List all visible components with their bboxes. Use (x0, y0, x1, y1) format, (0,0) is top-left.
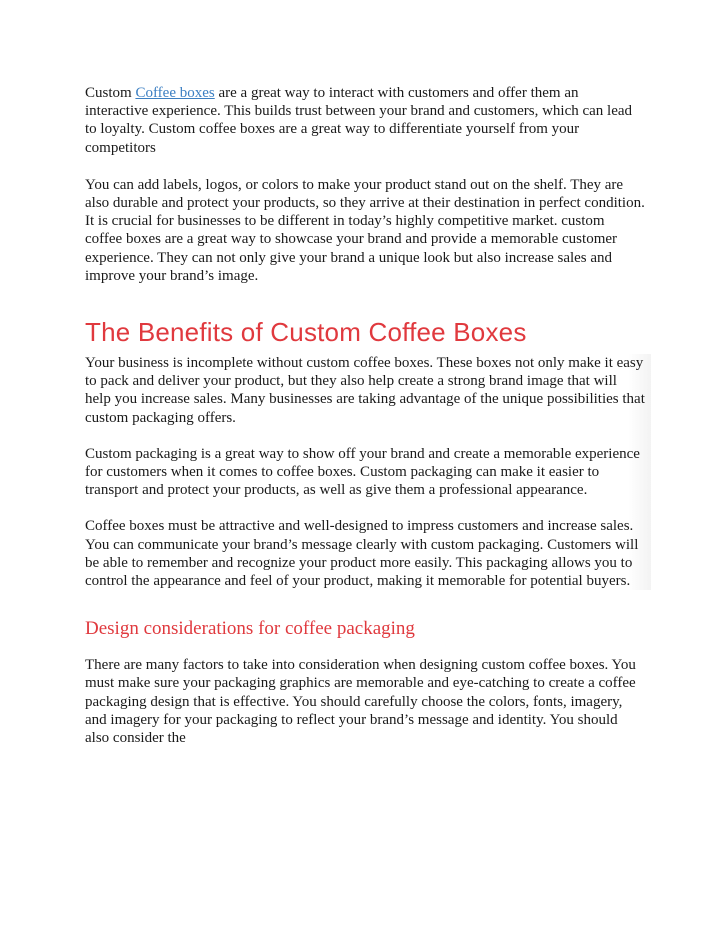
document-page (85, 84, 645, 747)
benefits-paragraph-2: Custom packaging is a great way to show off your brand and create a memorable experience for customers when it comes to coffee boxes. Custom packaging can make it easier to transport and protect your products, as well as give them a professional appearance. (85, 445, 640, 499)
intro-text-after-link: are a great way to interact with customers and offer them an interactive experience. This builds trust between your brand and customers, which can lead to loyalty. Custom coffee boxes are a great way to differentiate yourself from your competitors (85, 85, 633, 156)
coffee-boxes-link[interactable]: Coffee boxes (135, 85, 215, 101)
benefits-heading: The Benefits of Custom Coffee Boxes (85, 317, 527, 348)
benefits-section (85, 354, 651, 590)
design-paragraph-1: There are many factors to take into consideration when designing custom coffee boxes. You must make sure your packaging graphics are memorable and eye-catching to create a coffee packaging design that is effective. You should carefully choose the colors, fonts, imagery, and imagery for your packaging to reflect your brand’s message and identity. You should also consider the (85, 657, 636, 747)
intro-text-before-link: Custom (85, 85, 136, 101)
benefits-paragraph-3: Coffee boxes must be attractive and well-designed to impress customers and increase sales. You can communicate your brand’s message clearly with custom packaging. Customers will be able to remember and recognize your product more easily. This packaging allows you to control the appearance and feel of your product, making it memorable for potential buyers. (85, 518, 639, 590)
design-heading: Design considerations for coffee packaging (85, 618, 415, 640)
benefits-paragraph-1: Your business is incomplete without custom coffee boxes. These boxes not only make it easy to pack and deliver your product, but they also help create a strong brand image that will help you increase sales. Many businesses are taking advantage of the unique possibilities that custom packaging offers. (85, 355, 645, 426)
intro-paragraph-2: You can add labels, logos, or colors to make your product stand out on the shelf. They are also durable and protect your products, so they arrive at their destination in perfect condition. It is crucial for businesses to be different in today’s highly competitive market. custom coffee boxes are a great way to showcase your brand and provide a memorable customer experience. They can not only give your brand a unique look but also increase sales and improve your brand’s image. (85, 176, 645, 284)
intro-paragraph-1 (85, 84, 645, 157)
